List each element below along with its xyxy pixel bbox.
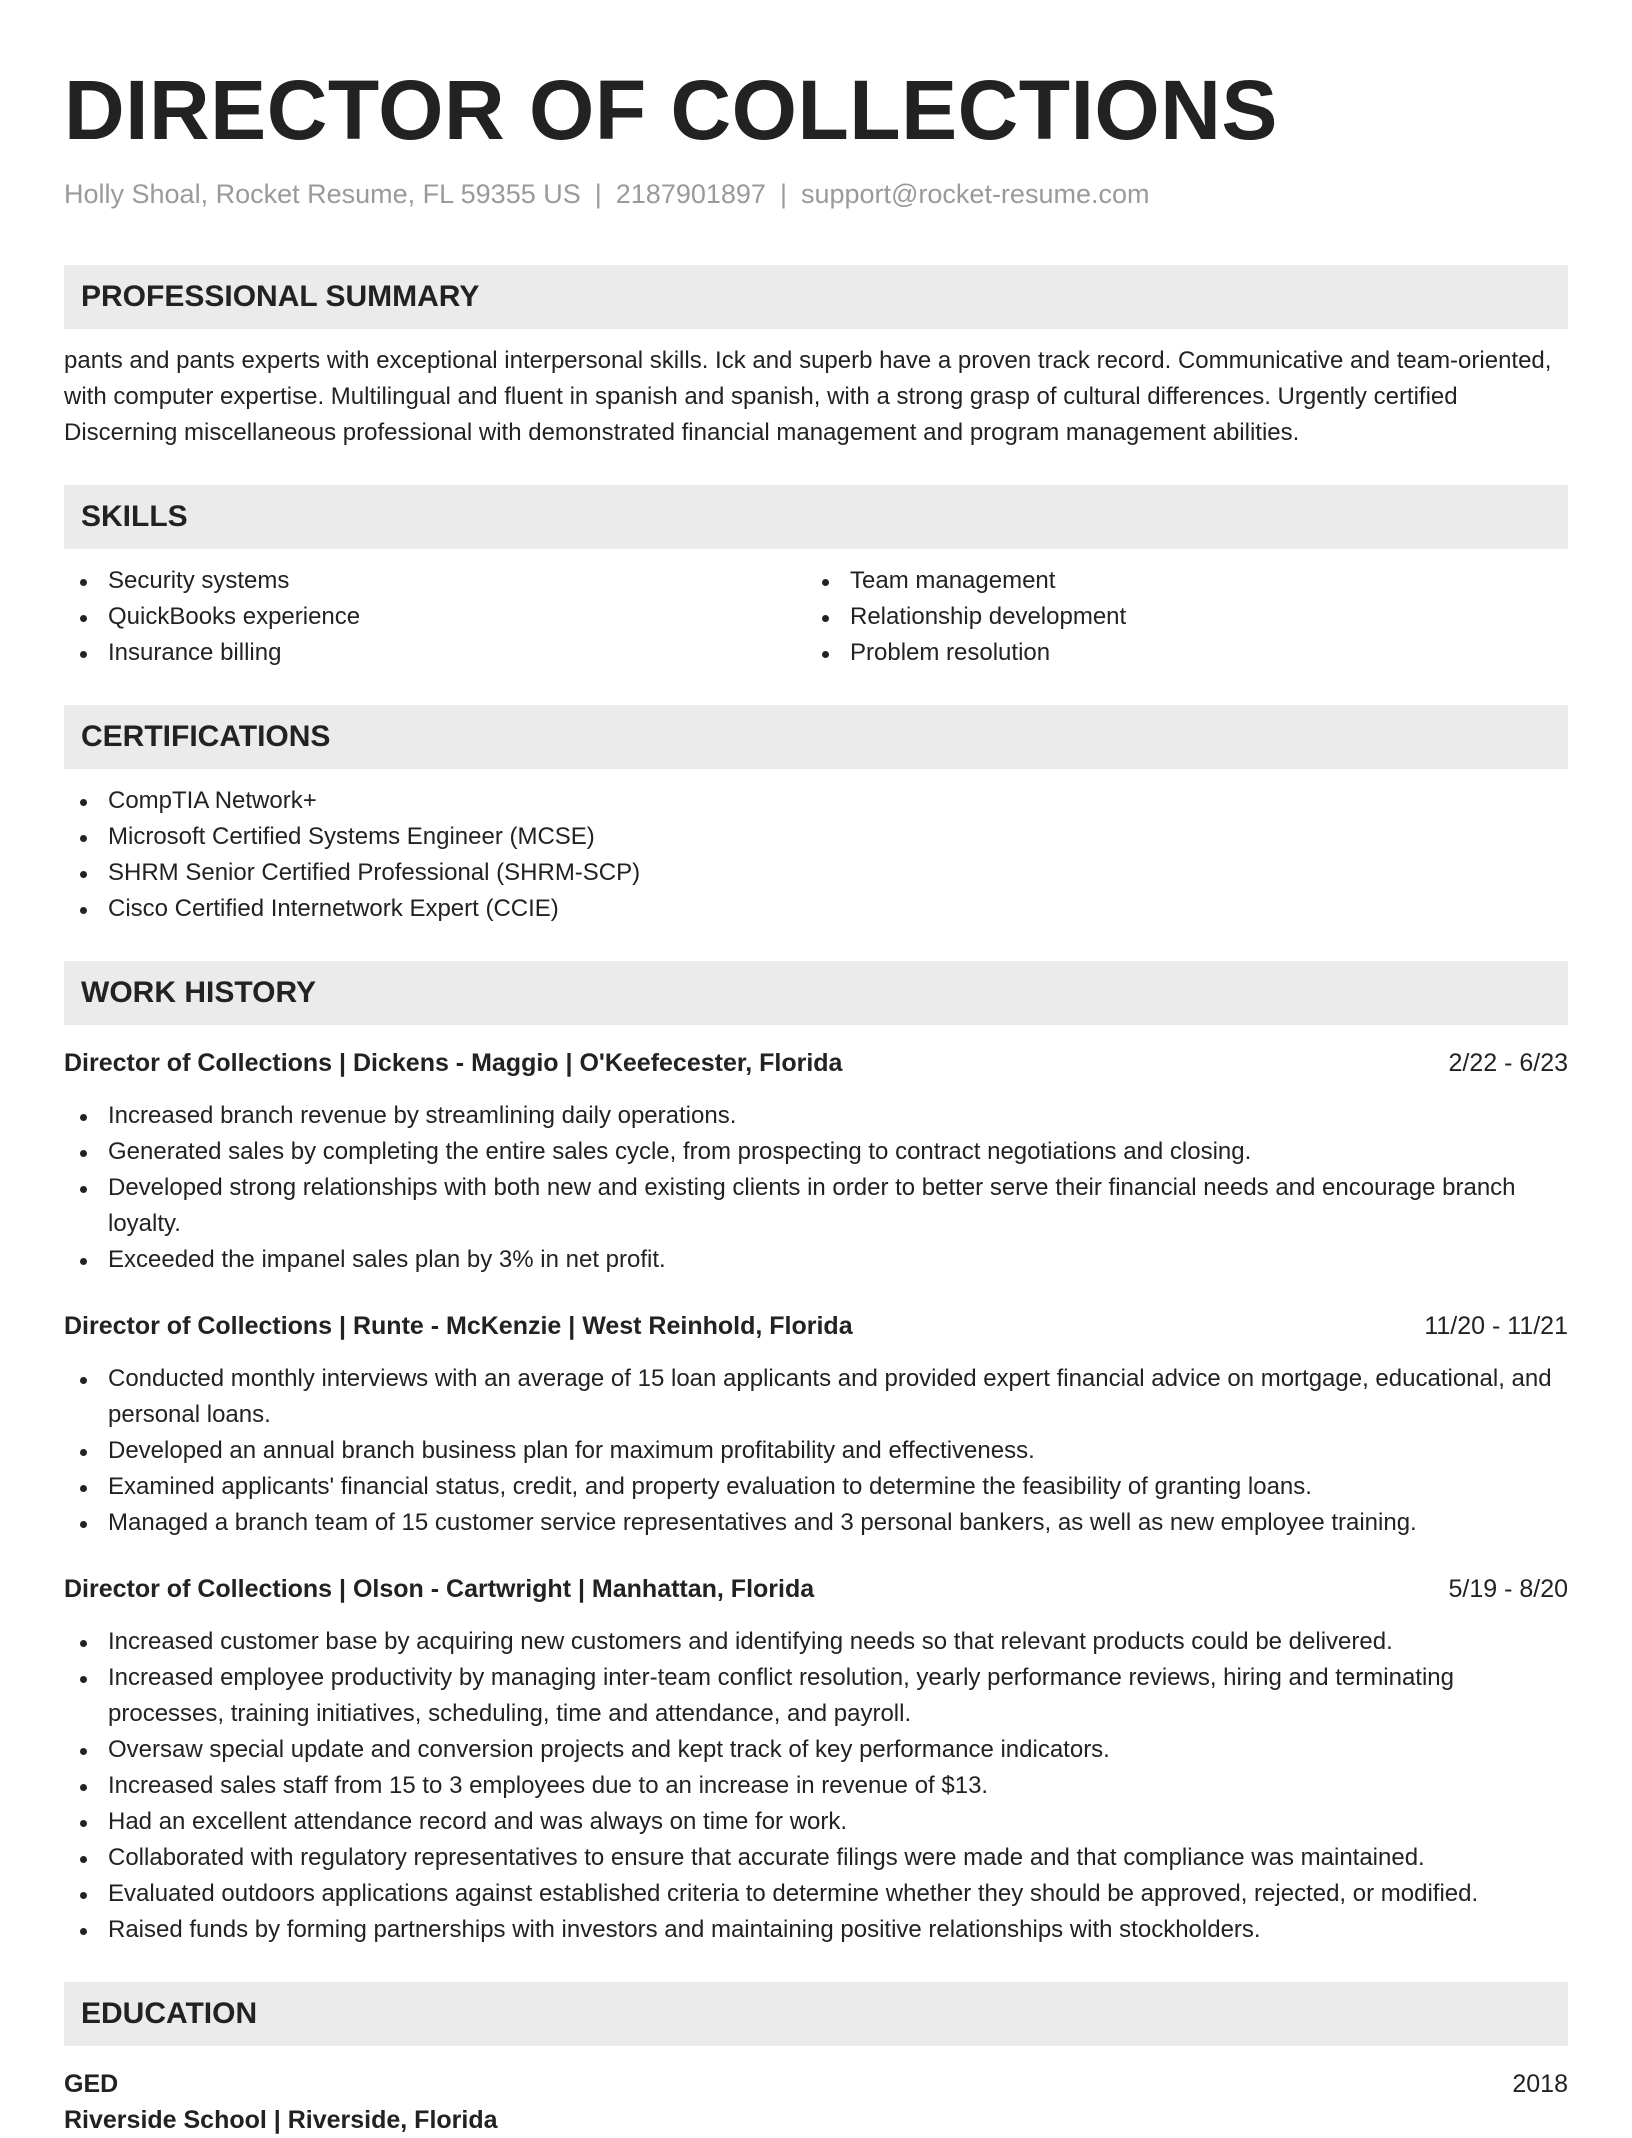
certification-item: Microsoft Certified Systems Engineer (MCSE) [64, 819, 1568, 855]
summary-section [64, 265, 1568, 451]
job-bullet: Had an excellent attendance record and was always on time for work. [64, 1804, 1568, 1840]
contact-phone: 2187901897 [615, 179, 766, 209]
skills-section [64, 485, 1568, 671]
skills-list-left [64, 563, 806, 671]
contact-address: Holly Shoal, Rocket Resume, FL 59355 US [64, 179, 581, 209]
certification-item: SHRM Senior Certified Professional (SHRM-SCP) [64, 855, 1568, 891]
job-bullets [64, 1624, 1568, 1948]
skill-item: QuickBooks experience [64, 599, 806, 635]
education-heading: EDUCATION [64, 1982, 1568, 2046]
job-bullet: Collaborated with regulatory representatives to ensure that accurate filings were made and that compliance was maintained. [64, 1840, 1568, 1876]
job-entry [64, 1571, 1568, 1948]
work-history-heading: WORK HISTORY [64, 961, 1568, 1025]
work-history-section [64, 961, 1568, 1948]
education-degree: GED [64, 2070, 119, 2098]
job-bullet: Conducted monthly interviews with an average of 15 loan applicants and provided expert financial advice on mortgage, educational, and personal loans. [64, 1361, 1568, 1433]
contact-separator: | [779, 179, 787, 209]
education-section [64, 1982, 1568, 2138]
job-entry [64, 1045, 1568, 1278]
skill-item: Security systems [64, 563, 806, 599]
job-entry [64, 1308, 1568, 1541]
certifications-section [64, 705, 1568, 927]
contact-email: support@rocket-resume.com [800, 179, 1150, 209]
job-bullet: Managed a branch team of 15 customer service representatives and 3 personal bankers, as well as new employee training. [64, 1505, 1568, 1541]
certifications-list [64, 783, 1568, 927]
summary-text: pants and pants experts with exceptional interpersonal skills. Ick and superb have a proven track record. Communicative and team-oriented, with computer expertise. Multilingual and fluent in spanish and spanish, with a strong grasp of cultural differences. Urgently certified Discerning miscellaneous professional with demonstrated financial management and program management abilities. [64, 347, 1552, 446]
skill-item: Team management [806, 563, 1548, 599]
job-bullet: Increased employee productivity by managing inter-team conflict resolution, yearly performance reviews, hiring and terminating processes, training initiatives, scheduling, time and attendance, and payroll. [64, 1660, 1568, 1732]
job-title: Director of Collections | Olson - Cartwright | Manhattan, Florida [64, 1575, 815, 1603]
job-bullet: Raised funds by forming partnerships with investors and maintaining positive relationships with stockholders. [64, 1912, 1568, 1948]
job-bullets [64, 1098, 1568, 1278]
summary-heading: PROFESSIONAL SUMMARY [64, 265, 1568, 329]
job-bullet: Developed an annual branch business plan for maximum profitability and effectiveness. [64, 1433, 1568, 1469]
job-bullets [64, 1361, 1568, 1541]
skill-item: Problem resolution [806, 635, 1548, 671]
job-bullet: Oversaw special update and conversion projects and kept track of key performance indicators. [64, 1732, 1568, 1768]
job-title: Director of Collections | Dickens - Maggio | O'Keefecester, Florida [64, 1049, 843, 1077]
skills-grid [64, 563, 1568, 671]
certification-item: Cisco Certified Internetwork Expert (CCIE) [64, 891, 1568, 927]
job-header [64, 1045, 1568, 1081]
contact-separator: | [594, 179, 602, 209]
job-header [64, 1308, 1568, 1344]
job-header [64, 1571, 1568, 1607]
skills-list-right [806, 563, 1548, 671]
job-bullet: Increased branch revenue by streamlining daily operations. [64, 1098, 1568, 1134]
job-bullet: Developed strong relationships with both new and existing clients in order to better serve their financial needs and encourage branch loyalty. [64, 1170, 1568, 1242]
contact-line [64, 176, 1568, 212]
skill-item: Insurance billing [64, 635, 806, 671]
job-dates: 11/20 - 11/21 [1424, 1312, 1568, 1340]
job-bullet: Evaluated outdoors applications against established criteria to determine whether they should be approved, rejected, or modified. [64, 1876, 1568, 1912]
job-bullet: Increased sales staff from 15 to 3 employees due to an increase in revenue of $13. [64, 1768, 1568, 1804]
skills-heading: SKILLS [64, 485, 1568, 549]
job-bullet: Examined applicants' financial status, credit, and property evaluation to determine the feasibility of granting loans. [64, 1469, 1568, 1505]
certifications-heading: CERTIFICATIONS [64, 705, 1568, 769]
certification-item: CompTIA Network+ [64, 783, 1568, 819]
job-bullet: Generated sales by completing the entire sales cycle, from prospecting to contract negotiations and closing. [64, 1134, 1568, 1170]
job-dates: 2/22 - 6/23 [1448, 1049, 1568, 1077]
education-header [64, 2066, 1568, 2102]
job-dates: 5/19 - 8/20 [1448, 1575, 1568, 1603]
job-bullet: Increased customer base by acquiring new customers and identifying needs so that relevant products could be delivered. [64, 1624, 1568, 1660]
job-bullet: Exceeded the impanel sales plan by 3% in net profit. [64, 1242, 1568, 1278]
skill-item: Relationship development [806, 599, 1548, 635]
resume-title: DIRECTOR OF COLLECTIONS [64, 63, 1278, 157]
job-title: Director of Collections | Runte - McKenzie | West Reinhold, Florida [64, 1312, 853, 1340]
education-year: 2018 [1512, 2070, 1568, 2098]
education-school: Riverside School | Riverside, Florida [64, 2106, 498, 2134]
